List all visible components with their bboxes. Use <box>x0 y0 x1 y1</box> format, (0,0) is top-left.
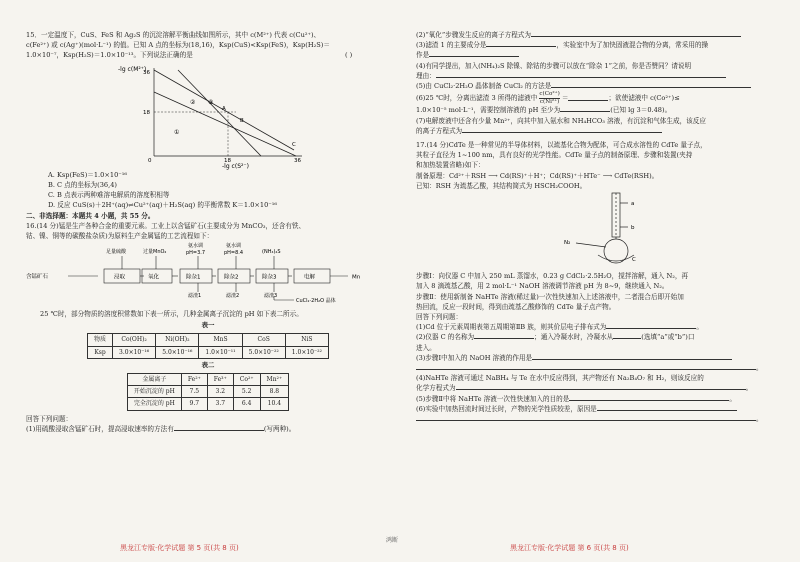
ksp-table <box>87 333 329 359</box>
q16-sub-4-text: 理由： <box>416 71 436 80</box>
flow-nh3-a: 氨水调 <box>188 243 204 250</box>
table-row <box>127 373 288 385</box>
curve-label-1: ① <box>174 128 180 136</box>
answer-blank[interactable] <box>174 430 264 431</box>
q17-sub-6-text: (6)实验中加热回流时间过长时，产物的光学性质较差，原因是 <box>416 404 597 413</box>
table-cell: 10.4 <box>260 398 289 410</box>
q17-sub-4: (4)NaHTe 溶液可通过 NaBH₄ 与 Te 在水中反应得到，其产物还有 Na₂B₄O₇ 和 H₂，则该反应的 <box>416 374 704 383</box>
flow-mno2: 过量MnO₂ <box>143 249 167 256</box>
q16-intro: 25 ℃时，部分物质的溶度积常数如下表一所示，几种金属离子沉淀的 pH 如下表二所示。 <box>40 310 303 319</box>
flow-remove-1-label: 除杂1 <box>186 274 201 281</box>
table-2-caption: 表二 <box>201 360 215 369</box>
table-cell: 3.0×10⁻¹⁶ <box>113 346 156 358</box>
fraction-numerator: c(Co²⁺) <box>539 91 560 98</box>
table-cell: 开始沉淀的 pH <box>127 386 181 398</box>
table-header-cell: Co²⁺ <box>233 373 260 385</box>
q16-sub-4-cont <box>416 71 780 81</box>
q16-sub-3 <box>416 40 780 50</box>
q17-sub-2 <box>416 332 780 342</box>
q16-sub-4: (4)有同学提出，加入(NH₄)₂S 除镍、除钴的步骤可以放在“除杂 1”之前，你是否赞同？请说明 <box>416 61 692 70</box>
center-stamp: 鸿断 <box>386 537 399 544</box>
flow-residue-1: 滤渣1 <box>188 293 202 300</box>
process-flow-diagram <box>26 242 396 308</box>
table-1-caption: 表一 <box>201 321 215 330</box>
q17-sub-4-cont <box>416 383 780 393</box>
answer-blank[interactable] <box>551 87 751 88</box>
q17-sub-2-text-2: ；通入冷凝水时，冷凝水从 <box>534 333 614 342</box>
flow-residue-2: 滤渣2 <box>226 293 240 300</box>
q17-line-2: 其粒子直径为 1~100 nm，具有良好的光学性能。CdTe 量子点的制备原理、步骤和装置(夹持 <box>416 151 693 160</box>
q16-sub-5-text: (5)由 CuCl₂·2H₂O 晶体制备 CuCl₂ 的方法是 <box>416 82 552 91</box>
q16-sub-7: (7)电解废液中还含有少量 Mn²⁺，向其中加入氨水和 NH₄HCO₃ 溶液，有沉淀和气体生成，该反应 <box>416 116 706 125</box>
q16-sub-3-cont <box>416 50 780 60</box>
q17-line-5: 已知：RSH 为巯基乙酸，其结构简式为 HSCH₂COOH。 <box>416 181 587 190</box>
flow-oxidation-label: 氧化 <box>148 274 160 281</box>
q17-sub-1-end: 。 <box>696 323 703 332</box>
q15-line-2: c(Fe²⁺) 或 c(Ag⁺)(mol·L⁻¹) 的值。已知 A 点的坐标为(18,16)，Ksp(CuS)<Ksp(FeS)，Ksp(H₂S)＝ <box>26 41 330 50</box>
table-row <box>88 346 329 358</box>
q17-sub-2-text: (2)仪器 C 的名称为 <box>416 333 475 342</box>
table-cell: 3.7 <box>207 398 233 410</box>
y-tick-18: 18 <box>143 109 150 116</box>
q17-line-3: 和加热装置省略)如下： <box>416 161 485 170</box>
point-a-label: A <box>222 105 226 112</box>
flow-ore: 含锰矿石 <box>26 274 49 281</box>
q16-line-2: 钴、镍、铜等的碳酸盐杂质)为原料生产金属锰的工艺流程如下： <box>26 231 214 240</box>
section-heading: 二、非选择题：本题共 4 小题，共 55 分。 <box>26 211 155 220</box>
table-cell: 5.0×10⁻²² <box>242 346 285 358</box>
curve-label-3: ③ <box>208 98 214 106</box>
answer-blank[interactable] <box>462 132 662 133</box>
right-footer: 黑龙江专版·化学试题 第 6 页(共 8 页) <box>510 544 629 553</box>
table-header-cell: Mn²⁺ <box>260 373 289 385</box>
table-header-cell: Fe³⁺ <box>207 373 233 385</box>
flow-ph84: pH=8.4 <box>224 250 244 257</box>
q16-sub-2-text: (2)“氧化”步骤发生反应的离子方程式为 <box>416 31 531 39</box>
table-header-cell: 金属离子 <box>127 373 181 385</box>
table-header-cell: MnS <box>199 334 242 346</box>
q16-sub-2 <box>416 30 780 40</box>
answer-blank[interactable] <box>436 77 726 78</box>
port-a-label: a <box>631 201 635 208</box>
q17-sub-4-end: 。 <box>745 384 753 393</box>
q17-sub-3-cont <box>416 363 780 373</box>
answer-prompt: 回答下列问题： <box>26 414 73 423</box>
q16-sub-6-text-4: (已知 lg 3＝0.48)。 <box>610 106 672 115</box>
q17-answer-prompt: 回答下列问题： <box>416 312 463 321</box>
flow-remove-3-label: 除杂3 <box>262 274 277 281</box>
question-16 <box>26 221 390 434</box>
answer-blank[interactable] <box>474 338 534 339</box>
q17-sub-5-text: (5)步骤Ⅱ中将 NaHTe 溶液一次性快速加入的目的是 <box>416 394 570 403</box>
q17-step-1: 步骤Ⅰ：向仪器 C 中加入 250 mL 蒸馏水，0.23 g CdCl₂·2.5H₂O，搅拌溶解，通入 N₂，再 <box>416 272 689 281</box>
q15-option-c: C. B 点表示两种难溶电解质的溶度积相等 <box>48 191 170 200</box>
table-cell: 9.7 <box>181 398 207 410</box>
q16-sub-7-text: 的离子方程式为 <box>416 126 463 135</box>
curve-3 <box>178 70 261 156</box>
answer-blank[interactable] <box>416 369 756 370</box>
reflux-apparatus <box>546 191 666 271</box>
answer-blank[interactable] <box>531 36 741 37</box>
x-axis-label: -lg c(S²⁻) <box>222 162 249 170</box>
q16-sub-1 <box>26 424 390 434</box>
flow-ph37: pH=3.7 <box>186 250 206 257</box>
table-row <box>127 398 288 410</box>
q17-sub-3-text: (3)步骤Ⅰ中加入的 NaOH 溶液的作用是 <box>416 353 533 362</box>
answer-blank[interactable] <box>456 389 746 390</box>
flow-nh4s: (NH₄)₂S <box>262 249 281 256</box>
q16-sub-7-cont <box>416 126 780 136</box>
solubility-graph <box>116 62 316 170</box>
answer-blank[interactable] <box>606 328 696 329</box>
q17-sub-6-end: 。 <box>756 415 763 424</box>
answer-blank[interactable] <box>429 56 519 57</box>
q16-line-1: 16.(14 分)锰是生产各种合金的重要元素。工业上以含锰矿石(主要成分为 MnCO₃，还含有铁、 <box>26 221 306 230</box>
table-cell: 8.8 <box>260 386 289 398</box>
ph-table <box>127 373 289 411</box>
curve-2 <box>154 92 296 156</box>
q16-sub-3-text-3: 作是 <box>416 51 430 60</box>
table-cell: 5.0×10⁻¹⁶ <box>156 346 199 358</box>
fraction-denominator: c(Ni²⁺) <box>539 99 560 106</box>
question-15 <box>26 30 390 211</box>
q15-option-a: A. Ksp(FeS)＝1.0×10⁻¹⁶ <box>48 170 128 179</box>
q17-line-1: 17.(14 分)CdTe 是一种常见的半导体材料，以巯基化合物为配体，可合成水溶性的 CdTe 量子点， <box>416 140 707 149</box>
q16-sub-6-eq: ＝ <box>561 94 569 103</box>
table-cell: 1.0×10⁻²² <box>285 346 328 358</box>
table-cell: 5.2 <box>233 386 260 398</box>
answer-blank[interactable] <box>416 420 756 421</box>
q16-sub-3-text: (3)滤渣 1 的主要成分是 <box>416 41 487 50</box>
q17-step-2-cont: 热回流，反应一段时间，得到由巯基乙酸修饰的 CdTe 量子点产物。 <box>416 302 616 311</box>
x-tick-36: 36 <box>294 157 301 164</box>
table-header-cell: Co(OH)₂ <box>113 334 156 346</box>
q17-sub-4-text: 化学方程式为 <box>416 384 456 393</box>
liquid-level <box>598 255 636 264</box>
point-c-label: C <box>292 141 296 148</box>
answer-blank[interactable] <box>568 100 608 101</box>
origin-label: 0 <box>148 157 152 164</box>
table-header-cell: NiS <box>285 334 328 346</box>
q17-sub-6 <box>416 404 780 414</box>
y-tick-36: 36 <box>143 69 150 76</box>
q16-continued <box>416 30 780 136</box>
y-axis-label: -lg c(M²⁺) <box>118 65 147 73</box>
table-cell: 完全沉淀的 pH <box>127 398 181 410</box>
question-17 <box>416 140 780 424</box>
flow-remove-2-label: 除杂2 <box>224 274 239 281</box>
flow-cucl2-crystal: CuCl₂·2H₂O 晶体 <box>296 298 336 305</box>
answer-blank[interactable] <box>560 111 610 112</box>
flow-mn-label: Mn <box>352 274 361 281</box>
answer-blank[interactable] <box>569 400 729 401</box>
q17-sub-1-text: (1)Cd 位于元素周期表第五周期第ⅡB 族，则其价层电子排布式为 <box>416 323 607 332</box>
table-cell: 7.5 <box>181 386 207 398</box>
q16-sub-1-tail: (写两种)。 <box>263 424 296 433</box>
answer-blank[interactable] <box>532 359 732 360</box>
q15-line-1: 15．一定温度下，CuS、FeS 和 Ag₂S 的沉淀溶解平衡曲线如图所示，其中 c(M²⁺) 代表 c(Cu²⁺)、 <box>26 31 321 39</box>
point-b-label: B <box>240 117 244 124</box>
flow-leach-label: 浸取 <box>114 274 126 281</box>
q16-sub-5 <box>416 81 780 91</box>
curve-label-2: ② <box>190 98 196 106</box>
q15-line-3-text: 1.0×10⁻⁷，Ksp(H₂S)＝1.0×10⁻¹³。下列说法正确的是 <box>26 51 193 60</box>
table-cell: 1.0×10⁻¹¹ <box>199 346 242 358</box>
flask-c-label: C <box>632 257 636 264</box>
q17-sub-6-cont <box>416 414 780 424</box>
q16-sub-3-text-2: ，实验室中为了加快固液混合物的分离，常采用的操 <box>556 41 709 50</box>
flow-residue-3: 滤渣3 <box>264 293 278 300</box>
q17-sub-3-end: 。 <box>756 364 763 373</box>
table-cell: 6.4 <box>233 398 260 410</box>
fraction <box>539 91 559 105</box>
flow-electrolysis-label: 电解 <box>304 274 316 281</box>
table-row <box>88 334 329 346</box>
q15-option-b: B. C 点的坐标为(36,4) <box>48 180 117 189</box>
table-header-cell: CoS <box>242 334 285 346</box>
q17-line-4: 制备原理：Cd²⁺＋RSH ⟶ Cd(RS)⁺＋H⁺；Cd(RS)⁺＋HTe⁻ ⟶ CdTe(RSH)。 <box>416 171 659 180</box>
port-b-label: b <box>631 225 635 232</box>
q17-sub-1 <box>416 322 780 332</box>
table-cell: 3.2 <box>207 386 233 398</box>
answer-blank[interactable] <box>486 46 556 47</box>
q17-sub-5 <box>416 394 780 404</box>
right-page <box>400 0 800 562</box>
flow-nh3-b: 氨水调 <box>226 243 242 250</box>
table-row <box>127 386 288 398</box>
table-header-cell: Fe²⁺ <box>181 373 207 385</box>
q16-sub-6 <box>416 91 780 105</box>
table-header-cell: 物质 <box>88 334 113 346</box>
q17-step-2: 步骤Ⅱ：使用新制备 NaHTe 溶液(稀过量)一次性快速加入上述溶液中，二者混合后即开始加 <box>416 292 684 301</box>
answer-bracket: ( ) <box>345 51 353 60</box>
table-header-cell: Ni(OH)₂ <box>156 334 199 346</box>
flow-acid: 足量硫酸 <box>106 249 127 256</box>
x-tick-18: 18 <box>224 157 231 164</box>
q16-sub-6-text: (6)25 ℃时，分离出滤渣 3 所得的滤液中 <box>416 94 538 103</box>
q15-line-3 <box>26 50 390 60</box>
q17-step-1-cont: 加入 8 滴巯基乙酸，用 2 mol·L⁻¹ NaOH 溶液调节溶液 pH 为 8~9，继续通入 N₂。 <box>416 282 669 291</box>
table-cell: Ksp <box>88 346 113 358</box>
q17-sub-5-end: 。 <box>729 394 736 403</box>
q16-sub-6-text-3: 1.0×10⁻⁵ mol·L⁻¹，需要控制溶液的 pH 至少为 <box>416 106 561 115</box>
q16-sub-6-cont <box>416 105 780 115</box>
answer-blank[interactable] <box>613 338 641 339</box>
answer-blank[interactable] <box>597 410 737 411</box>
q17-sub-2-cont: 进入。 <box>416 343 436 352</box>
q17-sub-2-text-3: (选填“a”或“b”)口 <box>641 333 695 342</box>
q16-sub-1-text: (1)用硫酸浸取含锰矿石时，提高浸取速率的方法有 <box>26 424 174 433</box>
n2-label: N₂ <box>564 240 571 247</box>
left-footer: 黑龙江专版·化学试题 第 5 页(共 8 页) <box>120 544 239 553</box>
q16-sub-6-text-2: ；欲使滤液中 c(Co²⁺)≤ <box>608 94 680 103</box>
n2-inlet-tube <box>576 243 606 247</box>
q17-sub-3 <box>416 353 780 363</box>
q15-option-d: D. 反应 CuS(s)＋2H⁺(aq)⇌Cu²⁺(aq)＋H₂S(aq) 的平衡常数 K＝1.0×10⁻¹⁶ <box>48 201 278 210</box>
